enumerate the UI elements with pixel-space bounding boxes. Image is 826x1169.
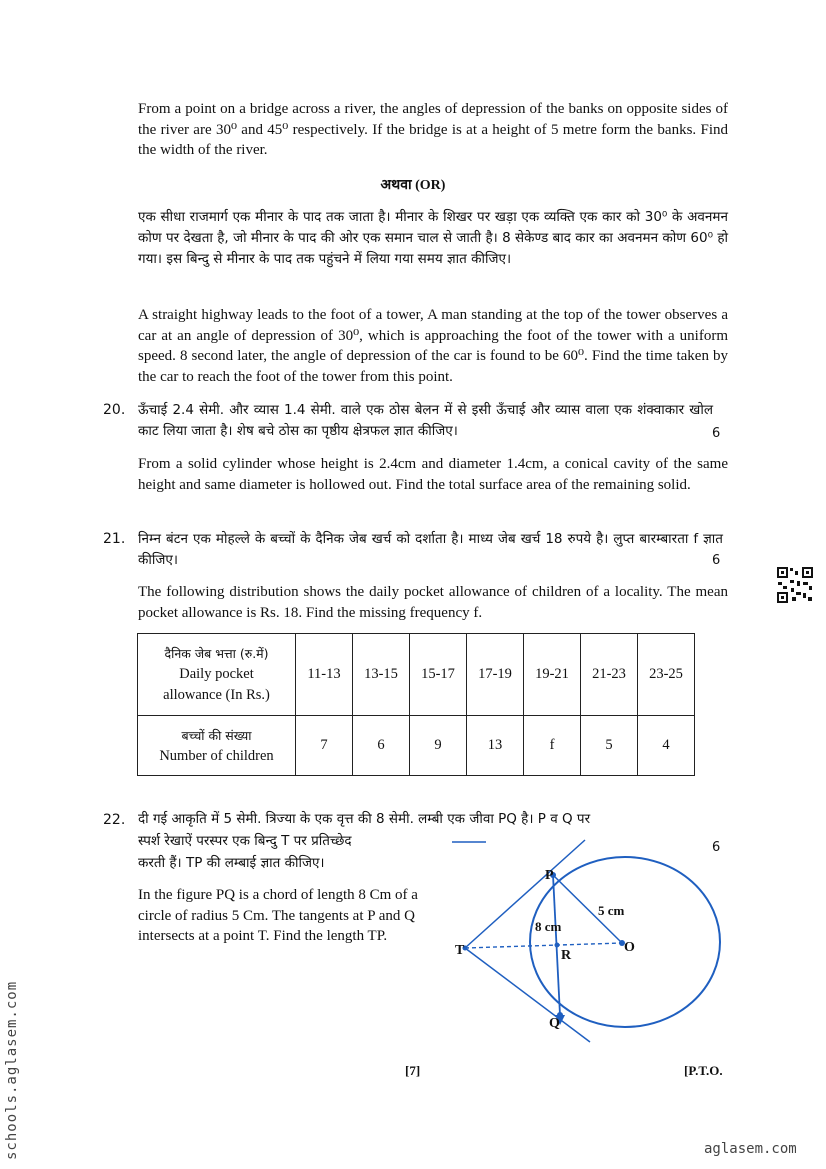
table-cell: 13 [467,716,524,776]
q21-marks: 6 [712,553,721,568]
table-row [138,634,695,716]
label-r: R [561,948,572,963]
page-number: [7] [405,1063,421,1078]
pocket-allowance-table [137,633,695,776]
label-radius: 5 cm [598,903,625,918]
table-cell: 6 [353,716,410,776]
table-cell: 9 [410,716,467,776]
q22-hindi-line3: करती हैं। TP की लम्बाई ज्ञात कीजिए। [138,855,325,871]
q22-hindi-line2: स्पर्श रेखाऐं परस्पर एक बिन्दु T पर प्रतिच्छेद [138,833,352,849]
table-header-cell [138,716,296,776]
tangent-circle-figure [440,835,730,1050]
label-p: P [545,868,554,883]
q22-english: In the figure PQ is a chord of length 8 Cm of a circle of radius 5 Cm. The tangents at P and Q intersects at a point T. Find the length TP. [138,887,418,944]
table-cell: 15-17 [410,634,467,716]
q19-english-or: A straight highway leads to the foot of a tower, A man standing at the top of the tower observes a car at an angle of depression of 30⁰, which is approaching the foot of the tower with a uniform speed. 8 second later, the angle of depression of the car is found to be 60⁰. Find the time taken by the car to reach the foot of the tower from this point. [138,307,728,385]
table-cell: 21-23 [581,634,638,716]
label-chord: 8 cm [535,919,562,934]
table-cell: 23-25 [638,634,695,716]
header-hindi: बच्चों की संख्या [181,727,252,743]
q22-number: 22. [103,812,126,828]
table-cell: 4 [638,716,695,776]
label-t: T [455,943,465,958]
pto-label: [P.T.O. [684,1063,723,1078]
tangent-tp [465,840,585,948]
or-heading: अथवा (OR) [380,178,446,193]
line-to [465,943,622,948]
header-en-line1: Daily pocket [179,666,254,682]
q22-hindi-line1: दी गई आकृति में 5 सेमी. त्रिज्या के एक वृत्त की 8 सेमी. लम्बी एक जीवा PQ है। P व Q पर [138,811,591,827]
table-cell: 17-19 [467,634,524,716]
q21-number: 21. [103,531,126,547]
q22-marks: 6 [712,840,721,855]
table-cell: 19-21 [524,634,581,716]
q19-hindi: एक सीधा राजमार्ग एक मीनार के पाद तक जाता है। मीनार के शिखर पर खड़ा एक व्यक्ति एक कार को 30⁰ के अवनमन कोण पर देखता है, जो मीनार के पाद की ओर एक समान चाल से जाती है। 8 सेकेण्ड बाद कार का अवनमन कोण 60⁰ हो गया। इस बिन्दु से मीनार के पाद तक पहुंचने में लिया गया समय ज्ञात कीजिए। [138,209,728,267]
table-header-cell [138,634,296,716]
table-cell: f [524,716,581,776]
qr-code-icon [776,566,814,604]
table-cell: 5 [581,716,638,776]
label-q: Q [549,1016,560,1031]
header-hindi: दैनिक जेब भत्ता (रु.में) [164,646,269,661]
table-cell: 13-15 [353,634,410,716]
table-cell: 11-13 [296,634,353,716]
side-watermark: schools.aglasem.com [4,980,20,1160]
point-r [555,943,560,948]
table-row [138,716,695,776]
q20-number: 20. [103,402,126,418]
q19-english: From a point on a bridge across a river, the angles of depression of the banks on opposite sides of the river are 30⁰ and 45⁰ respectively. If the bridge is at a height of 5 metre form the banks. Find the width of the river. [138,101,728,158]
header-en: Number of children [159,747,274,764]
q21-english: The following distribution shows the daily pocket allowance of children of a locality. The mean pocket allowance is Rs. 18. Find the missing frequency f. [138,584,728,621]
q21-hindi: निम्न बंटन एक मोहल्ले के बच्चों के दैनिक जेब खर्च को दर्शाता है। माध्य जेब खर्च 18 रुपये है। लुप्त बारम्बारता f ज्ञात कीजिए। [138,531,723,568]
q20-hindi: ऊँचाई 2.4 सेमी. और व्यास 1.4 सेमी. वाले एक ठोस बेलन में से इसी ऊँचाई और व्यास वाला एक शंक्वाकार खोल काट लिया जाता है। शेष बचे ठोस का पृष्ठीय क्षेत्रफल ज्ञात कीजिए। [138,402,713,439]
q20-english: From a solid cylinder whose height is 2.4cm and diameter 1.4cm, a conical cavity of the same height and same diameter is hollowed out. Find the total surface area of the remaining solid. [138,456,728,493]
bottom-watermark: aglasem.com [704,1141,797,1157]
label-o: O [624,940,635,955]
tangent-tq [465,948,590,1042]
q20-marks: 6 [712,426,721,441]
header-en-line2: allowance (In Rs.) [163,687,270,703]
table-cell: 7 [296,716,353,776]
